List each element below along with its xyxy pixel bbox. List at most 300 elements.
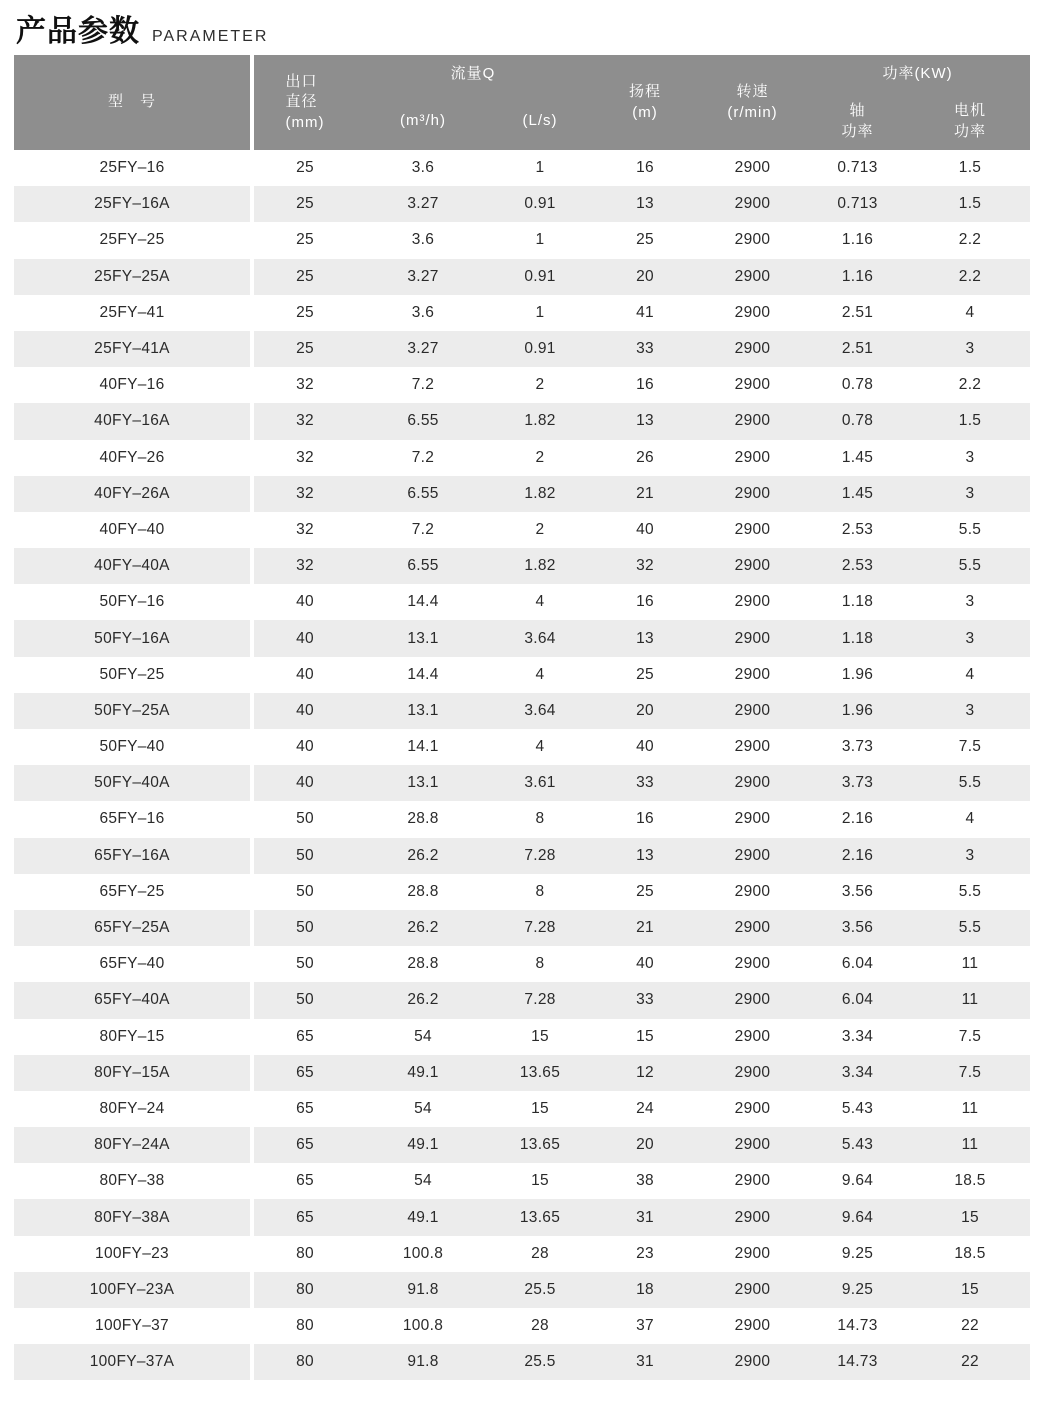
cell-motor-power: 15 [961,1280,979,1298]
header-line: 功率 [954,122,987,140]
cell-shaft-power: 2.53 [841,557,874,575]
table-row [14,946,1030,982]
cell-head: 40 [636,738,654,756]
cell-motor-power: 5.5 [958,919,982,937]
cell-flow-ls: 13.65 [519,1208,561,1226]
cell-shaft-power: 1.16 [841,267,874,285]
cell-motor-power: 11 [961,1136,979,1154]
cell-flow-ls: 4 [535,738,545,756]
table-row [14,1236,1030,1272]
cell-motor-power: 5.5 [958,774,982,792]
cell-motor-power: 3 [965,701,975,719]
header-label: 流量Q [450,64,496,82]
cell-shaft-power: 2.16 [841,846,874,864]
cell-flow-ls: 28 [531,1244,549,1262]
table-row [14,367,1030,403]
cell-head: 33 [636,774,654,792]
cell-flow-ls: 1.82 [524,412,556,430]
cell-flow-m3h: 6.55 [407,484,439,502]
cell-flow-ls: 7.28 [524,846,556,864]
cell-speed: 2900 [734,774,771,792]
cell-flow-m3h: 3.27 [407,195,439,213]
cell-flow-m3h: 100.8 [402,1244,444,1262]
cell-shaft-power: 9.25 [841,1244,874,1262]
cell-speed: 2900 [734,376,771,394]
cell-outlet-diameter: 25 [296,231,314,249]
cell-speed: 2900 [734,1063,771,1081]
cell-motor-power: 5.5 [958,557,982,575]
cell-head: 26 [636,448,654,466]
cell-head: 13 [636,195,654,213]
cell-model: 80FY–15 [14,1019,252,1055]
cell-flow-ls: 8 [535,955,545,973]
cell-motor-power: 3 [965,448,975,466]
cell-motor-power: 3 [965,484,975,502]
table-row [14,765,1030,801]
col-header-flow-group [356,55,590,93]
table-row [14,1163,1030,1199]
cell-head: 16 [636,593,654,611]
col-header-head [590,55,700,150]
cell-speed: 2900 [734,1280,771,1298]
cell-shaft-power: 1.18 [841,593,874,611]
cell-outlet-diameter: 40 [296,665,314,683]
cell-motor-power: 7.5 [958,1027,982,1045]
cell-head: 33 [636,340,654,358]
cell-shaft-power: 0.713 [837,159,878,177]
header-line: (r/min) [727,103,778,121]
cell-head: 20 [636,701,654,719]
header-label: 功率(KW) [882,64,953,82]
cell-model: 100FY–37 [14,1308,252,1344]
cell-outlet-diameter: 65 [296,1027,314,1045]
cell-motor-power: 11 [961,1099,979,1117]
cell-model: 80FY–24 [14,1091,252,1127]
cell-flow-ls: 13.65 [519,1063,561,1081]
cell-shaft-power: 14.73 [837,1317,878,1335]
col-header-speed [700,55,805,150]
header-line: 功率 [841,122,874,140]
cell-flow-m3h: 54 [414,1172,432,1190]
cell-head: 32 [636,557,654,575]
cell-motor-power: 2.2 [958,376,982,394]
cell-outlet-diameter: 32 [296,484,314,502]
col-header-model [14,55,252,150]
cell-head: 20 [636,267,654,285]
cell-shaft-power: 2.51 [841,340,874,358]
cell-motor-power: 22 [961,1353,979,1371]
cell-motor-power: 3 [965,846,975,864]
cell-flow-ls: 3.64 [524,701,556,719]
col-header-flow-ls [490,93,590,150]
cell-outlet-diameter: 32 [296,376,314,394]
cell-flow-ls: 3.64 [524,629,556,647]
cell-speed: 2900 [734,340,771,358]
table-header [14,55,1030,150]
cell-shaft-power: 1.18 [841,629,874,647]
header-label: (L/s) [522,112,558,130]
cell-model: 80FY–15A [14,1055,252,1091]
cell-shaft-power: 3.34 [841,1063,874,1081]
cell-flow-m3h: 13.1 [407,774,439,792]
cell-flow-ls: 1 [535,231,545,249]
table-row [14,1091,1030,1127]
cell-flow-m3h: 6.55 [407,557,439,575]
cell-shaft-power: 5.43 [841,1136,874,1154]
cell-flow-m3h: 26.2 [407,846,439,864]
cell-motor-power: 18.5 [954,1172,986,1190]
cell-outlet-diameter: 40 [296,701,314,719]
cell-model: 40FY–40 [14,512,252,548]
page-title [16,6,268,50]
cell-motor-power: 7.5 [958,1063,982,1081]
cell-head: 40 [636,520,654,538]
cell-head: 13 [636,846,654,864]
cell-flow-m3h: 91.8 [407,1280,439,1298]
table-row [14,729,1030,765]
cell-flow-ls: 0.91 [524,340,556,358]
cell-flow-m3h: 49.1 [407,1208,439,1226]
cell-speed: 2900 [734,810,771,828]
cell-outlet-diameter: 80 [296,1353,314,1371]
cell-flow-ls: 1.82 [524,484,556,502]
cell-head: 31 [636,1353,654,1371]
cell-head: 23 [636,1244,654,1262]
header-line: 出口 [285,73,318,91]
cell-flow-ls: 25.5 [524,1353,556,1371]
cell-flow-ls: 15 [531,1099,549,1117]
cell-head: 25 [636,231,654,249]
cell-outlet-diameter: 32 [296,448,314,466]
cell-outlet-diameter: 65 [296,1099,314,1117]
cell-outlet-diameter: 50 [296,846,314,864]
cell-shaft-power: 2.16 [841,810,874,828]
cell-speed: 2900 [734,919,771,937]
cell-shaft-power: 9.25 [841,1280,874,1298]
cell-outlet-diameter: 50 [296,991,314,1009]
table-row [14,801,1030,837]
cell-flow-ls: 4 [535,593,545,611]
cell-speed: 2900 [734,1099,771,1117]
table-row [14,693,1030,729]
cell-shaft-power: 0.78 [841,412,874,430]
cell-model: 40FY–16 [14,367,252,403]
cell-flow-ls: 7.28 [524,919,556,937]
cell-motor-power: 1.5 [958,195,982,213]
cell-flow-m3h: 6.55 [407,412,439,430]
cell-model: 50FY–25A [14,693,252,729]
cell-outlet-diameter: 40 [296,738,314,756]
table-row [14,222,1030,258]
col-header-motor-power [910,93,1030,150]
cell-outlet-diameter: 32 [296,557,314,575]
table-row [14,1127,1030,1163]
cell-flow-ls: 25.5 [524,1280,556,1298]
table-row [14,548,1030,584]
cell-speed: 2900 [734,303,771,321]
cell-flow-ls: 7.28 [524,991,556,1009]
cell-model: 50FY–16A [14,620,252,656]
cell-flow-m3h: 14.1 [407,738,439,756]
cell-motor-power: 11 [961,955,979,973]
cell-flow-m3h: 3.6 [411,231,435,249]
table-row [14,476,1030,512]
cell-model: 25FY–16A [14,186,252,222]
cell-outlet-diameter: 25 [296,303,314,321]
cell-motor-power: 22 [961,1317,979,1335]
table-row [14,1019,1030,1055]
cell-model: 25FY–25 [14,222,252,258]
cell-head: 40 [636,955,654,973]
cell-flow-m3h: 91.8 [407,1353,439,1371]
col-header-shaft-power [805,93,910,150]
cell-shaft-power: 6.04 [841,991,874,1009]
cell-model: 80FY–38A [14,1199,252,1235]
header-line: 扬程 [629,83,662,101]
cell-flow-ls: 28 [531,1317,549,1335]
cell-outlet-diameter: 50 [296,810,314,828]
cell-outlet-diameter: 32 [296,412,314,430]
cell-speed: 2900 [734,1208,771,1226]
cell-model: 65FY–16A [14,838,252,874]
cell-shaft-power: 1.16 [841,231,874,249]
cell-flow-ls: 0.91 [524,195,556,213]
cell-head: 16 [636,159,654,177]
cell-speed: 2900 [734,484,771,502]
cell-speed: 2900 [734,412,771,430]
table-row [14,620,1030,656]
cell-model: 65FY–25A [14,910,252,946]
table-row [14,874,1030,910]
cell-flow-m3h: 49.1 [407,1136,439,1154]
table-row [14,403,1030,439]
cell-speed: 2900 [734,159,771,177]
cell-flow-ls: 8 [535,882,545,900]
cell-speed: 2900 [734,448,771,466]
cell-speed: 2900 [734,1353,771,1371]
cell-flow-m3h: 3.6 [411,303,435,321]
cell-flow-m3h: 28.8 [407,882,439,900]
cell-motor-power: 4 [965,303,975,321]
header-label: (m³/h) [400,112,446,130]
cell-model: 40FY–26 [14,440,252,476]
col-header-power-group [805,55,1030,93]
cell-speed: 2900 [734,267,771,285]
cell-flow-m3h: 3.27 [407,267,439,285]
cell-model: 65FY–25 [14,874,252,910]
cell-model: 100FY–23 [14,1236,252,1272]
cell-outlet-diameter: 25 [296,159,314,177]
table-row [14,440,1030,476]
cell-speed: 2900 [734,846,771,864]
cell-shaft-power: 3.56 [841,919,874,937]
cell-shaft-power: 14.73 [837,1353,878,1371]
cell-model: 50FY–25 [14,657,252,693]
cell-flow-ls: 15 [531,1027,549,1045]
cell-shaft-power: 0.78 [841,376,874,394]
table-body [14,150,1030,1380]
cell-motor-power: 4 [965,810,975,828]
cell-model: 50FY–16 [14,584,252,620]
cell-shaft-power: 3.73 [841,738,874,756]
cell-model: 65FY–16 [14,801,252,837]
table-row [14,1199,1030,1235]
cell-flow-ls: 1 [535,159,545,177]
header-label [286,72,325,133]
cell-outlet-diameter: 40 [296,593,314,611]
cell-head: 37 [636,1317,654,1335]
cell-shaft-power: 2.51 [841,303,874,321]
cell-speed: 2900 [734,1317,771,1335]
cell-shaft-power: 1.45 [841,484,874,502]
cell-model: 25FY–25A [14,259,252,295]
cell-head: 21 [636,484,654,502]
cell-flow-m3h: 49.1 [407,1063,439,1081]
cell-speed: 2900 [734,520,771,538]
cell-shaft-power: 9.64 [841,1208,874,1226]
col-header-outlet-diameter [252,55,356,150]
cell-motor-power: 3 [965,629,975,647]
cell-head: 13 [636,629,654,647]
table-row [14,657,1030,693]
cell-head: 25 [636,665,654,683]
cell-head: 18 [636,1280,654,1298]
cell-model: 80FY–24A [14,1127,252,1163]
cell-head: 33 [636,991,654,1009]
header-line: 电机 [954,102,987,120]
cell-speed: 2900 [734,1027,771,1045]
cell-model: 100FY–23A [14,1272,252,1308]
cell-model: 40FY–16A [14,403,252,439]
table-row [14,1344,1030,1380]
cell-head: 16 [636,376,654,394]
cell-head: 38 [636,1172,654,1190]
cell-outlet-diameter: 65 [296,1063,314,1081]
table-row [14,295,1030,331]
parameter-table [14,55,1030,1380]
cell-flow-m3h: 28.8 [407,955,439,973]
page-title-chinese: 产品参数 [16,15,140,48]
cell-motor-power: 5.5 [958,520,982,538]
cell-flow-ls: 1 [535,303,545,321]
cell-speed: 2900 [734,1136,771,1154]
cell-shaft-power: 0.713 [837,195,878,213]
cell-shaft-power: 1.96 [841,665,874,683]
cell-head: 13 [636,412,654,430]
cell-speed: 2900 [734,955,771,973]
cell-speed: 2900 [734,882,771,900]
cell-flow-ls: 13.65 [519,1136,561,1154]
cell-motor-power: 3 [965,593,975,611]
cell-flow-m3h: 26.2 [407,991,439,1009]
cell-flow-m3h: 3.6 [411,159,435,177]
cell-head: 21 [636,919,654,937]
cell-flow-m3h: 28.8 [407,810,439,828]
cell-outlet-diameter: 40 [296,774,314,792]
cell-flow-ls: 3.61 [524,774,556,792]
table-row [14,1308,1030,1344]
header-line: 直径 [285,93,318,111]
cell-outlet-diameter: 25 [296,195,314,213]
cell-motor-power: 3 [965,340,975,358]
cell-model: 100FY–37A [14,1344,252,1380]
cell-speed: 2900 [734,991,771,1009]
cell-model: 80FY–38 [14,1163,252,1199]
page-title-english: PARAMETER [152,28,269,45]
table-row [14,186,1030,222]
cell-motor-power: 1.5 [958,159,982,177]
cell-outlet-diameter: 32 [296,520,314,538]
cell-shaft-power: 1.96 [841,701,874,719]
cell-flow-m3h: 54 [414,1099,432,1117]
cell-head: 24 [636,1099,654,1117]
table-row [14,1055,1030,1091]
cell-flow-m3h: 26.2 [407,919,439,937]
cell-outlet-diameter: 50 [296,919,314,937]
header-label: 型 号 [107,93,156,111]
cell-head: 25 [636,882,654,900]
table-row [14,512,1030,548]
table-row [14,259,1030,295]
cell-motor-power: 11 [961,991,979,1009]
cell-flow-m3h: 14.4 [407,665,439,683]
cell-outlet-diameter: 50 [296,882,314,900]
cell-outlet-diameter: 65 [296,1136,314,1154]
cell-head: 41 [636,303,654,321]
cell-outlet-diameter: 40 [296,629,314,647]
cell-model: 25FY–41 [14,295,252,331]
cell-shaft-power: 3.34 [841,1027,874,1045]
cell-flow-m3h: 7.2 [411,376,435,394]
header-line: (mm) [285,113,325,131]
cell-flow-ls: 8 [535,810,545,828]
cell-shaft-power: 9.64 [841,1172,874,1190]
cell-speed: 2900 [734,557,771,575]
cell-shaft-power: 5.43 [841,1099,874,1117]
table-row [14,584,1030,620]
table-row [14,331,1030,367]
cell-outlet-diameter: 65 [296,1172,314,1190]
cell-outlet-diameter: 80 [296,1244,314,1262]
cell-head: 12 [636,1063,654,1081]
cell-motor-power: 2.2 [958,267,982,285]
cell-outlet-diameter: 80 [296,1317,314,1335]
col-header-flow-m3h [356,93,490,150]
cell-model: 50FY–40A [14,765,252,801]
cell-outlet-diameter: 50 [296,955,314,973]
table-row [14,838,1030,874]
cell-speed: 2900 [734,593,771,611]
cell-model: 25FY–16 [14,150,252,186]
cell-motor-power: 7.5 [958,738,982,756]
cell-model: 40FY–40A [14,548,252,584]
cell-flow-m3h: 7.2 [411,448,435,466]
cell-model: 50FY–40 [14,729,252,765]
cell-motor-power: 1.5 [958,412,982,430]
table-row [14,150,1030,186]
table-row [14,982,1030,1018]
header-line: 转速 [736,83,769,101]
cell-flow-ls: 1.82 [524,557,556,575]
cell-head: 16 [636,810,654,828]
cell-flow-m3h: 13.1 [407,701,439,719]
cell-flow-m3h: 100.8 [402,1317,444,1335]
cell-speed: 2900 [734,1172,771,1190]
cell-speed: 2900 [734,629,771,647]
header-line: (m) [632,103,658,121]
cell-model: 65FY–40A [14,982,252,1018]
cell-model: 25FY–41A [14,331,252,367]
